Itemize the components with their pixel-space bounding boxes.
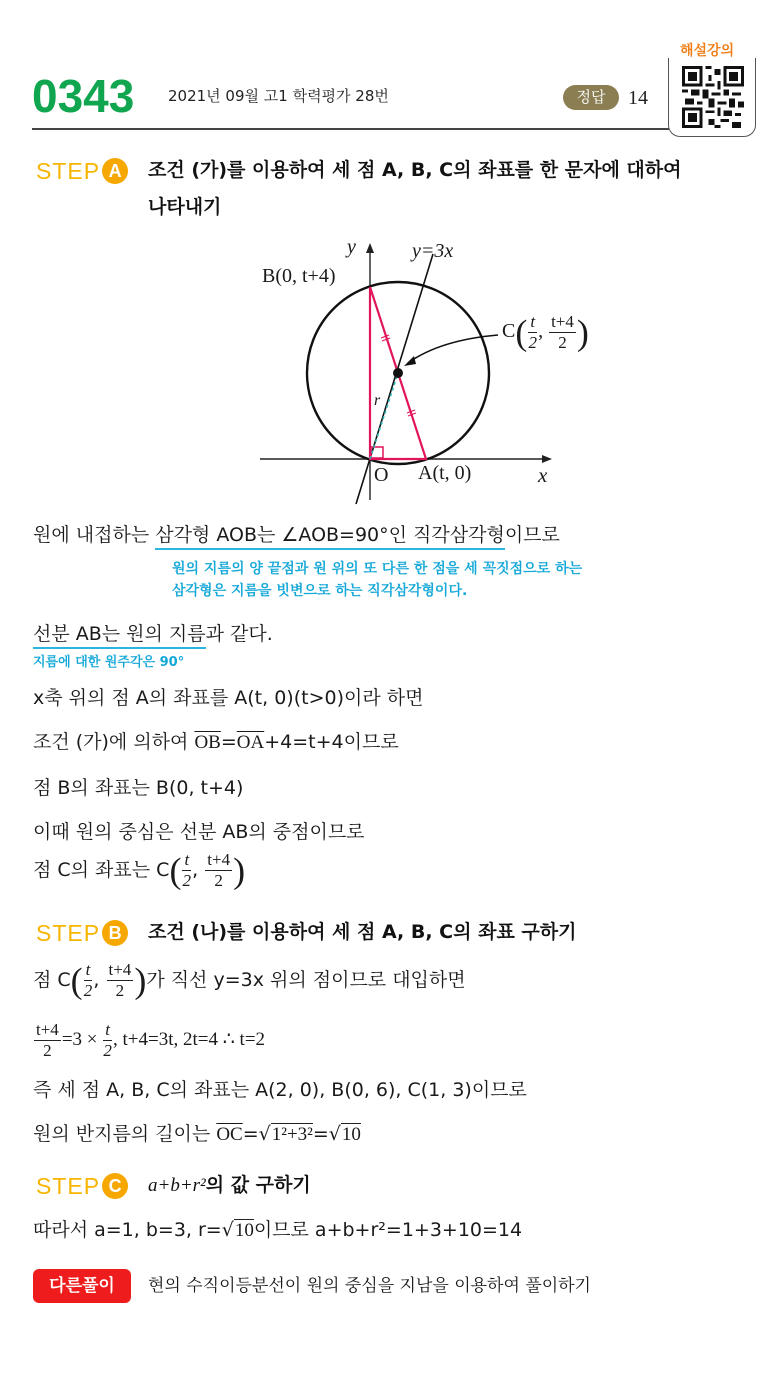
step-b-line-2 <box>33 1020 265 1061</box>
step-b-circle-icon: B <box>102 920 128 946</box>
text: 원의 반지름의 길이는 <box>33 1123 217 1145</box>
note-2: 지름에 대한 원주각은 90° <box>33 655 185 670</box>
c-x-den: 2 <box>528 333 537 352</box>
alternative-solution-button[interactable]: 다른풀이 <box>33 1269 131 1303</box>
text: 점 C의 좌표는 C <box>33 859 170 881</box>
text-line-1 <box>33 521 560 549</box>
frac-den: 2 <box>43 1041 52 1060</box>
underlined-text: 삼각형 AOB는 ∠AOB=90°인 직각삼각형 <box>155 524 505 550</box>
step-a-circle-icon: A <box>102 158 128 184</box>
answer-badge: 정답 <box>563 85 619 110</box>
segment-oa: $\overline{OA}$ <box>236 732 265 753</box>
pointer-arrow <box>408 335 498 363</box>
frac-num: t+4 <box>108 960 132 979</box>
step-c-circle-icon: C <box>102 1173 128 1199</box>
underlined-text: 선분 AB는 원의 지름 <box>33 623 206 649</box>
step-c-label <box>36 1171 128 1201</box>
text-line-2 <box>33 620 273 648</box>
frac-num: t+4 <box>36 1020 59 1039</box>
step-word: STEP <box>36 158 101 184</box>
text-line-6: 이때 원의 중심은 선분 AB의 중점이므로 <box>33 821 365 843</box>
problem-number: 0343 <box>32 70 135 122</box>
y-axis-arrow-icon <box>366 243 374 253</box>
frac-num: t <box>85 960 91 979</box>
text: 이므로 <box>504 524 560 546</box>
text: , t+4=3t, 2t=4 ∴ t=2 <box>112 1028 266 1050</box>
step-b-label <box>36 918 128 948</box>
frac-num: t <box>184 850 190 869</box>
y-axis-label: y <box>347 236 356 258</box>
note-1-line-1: 원의 지름의 양 끝점과 원 위의 또 다른 한 점을 세 꼭짓점으로 하는 <box>172 561 583 577</box>
radicand: 10 <box>234 1220 254 1241</box>
step-c-title <box>148 1170 311 1201</box>
step-b-line-1: 점 C( $\frac{t}{2}$ , $\frac{t+4}{2}$ )가 직선 y=3x 위의 점이므로 대입하면 <box>33 960 466 1001</box>
step-a-title: 조건 (가)를 이용하여 세 점 A, B, C의 좌표를 한 문자에 대하여 <box>148 159 682 181</box>
pointer-arrowhead-icon <box>404 356 416 366</box>
radicand: 10 <box>341 1124 361 1145</box>
step-b-line-3: 즉 세 점 A, B, C의 좌표는 A(2, 0), B(0, 6), C(1, 3)이므로 <box>33 1079 527 1101</box>
step-word: STEP <box>36 1173 101 1199</box>
text: = <box>220 731 237 753</box>
title-math: a+b+r² <box>148 1175 206 1196</box>
sqrt-icon: =√ <box>242 1123 271 1145</box>
segment-oc: $\overline{OC}$ <box>216 1124 243 1145</box>
frac-den: 2 <box>83 981 93 1000</box>
frac-den: 2 <box>115 981 125 1000</box>
step-b-line-4 <box>33 1120 361 1149</box>
text: 이므로 a+b+r²=1+3+10=14 <box>253 1219 523 1241</box>
text-line-3: x축 위의 점 A의 좌표를 A(t, 0)(t>0)이라 하면 <box>33 687 424 709</box>
frac-num: t <box>105 1020 110 1039</box>
text: 조건 (가)에 의하여 <box>33 731 195 753</box>
frac-den: 2 <box>103 1041 112 1060</box>
step-a-title-cont: 나타내기 <box>148 196 222 218</box>
text: +4=t+4이므로 <box>264 731 399 753</box>
text: 따라서 a=1, b=3, r=√ <box>33 1219 234 1241</box>
line-label: y=3x <box>412 240 454 262</box>
text: 원에 내접하는 <box>33 524 156 546</box>
x-axis-label: x <box>538 463 548 487</box>
geometry-diagram <box>0 0 776 520</box>
lecture-label: 해설강의 <box>680 43 735 59</box>
text: =3 × <box>61 1028 98 1050</box>
point-c-label: C( $\frac{t}{2}$ , $\frac{t+4}{2}$ ) <box>502 312 589 353</box>
segment-ob: $\overline{OB}$ <box>194 732 221 753</box>
text-line-5: 점 B의 좌표는 B(0, t+4) <box>33 777 244 799</box>
text: 과 같다. <box>205 623 273 645</box>
title-text: 의 값 구하기 <box>205 1174 311 1196</box>
c-y-den: 2 <box>558 333 567 352</box>
point-c-prefix: C <box>502 320 516 343</box>
c-y-num: t+4 <box>551 312 574 331</box>
point-o-label: O <box>374 464 389 486</box>
point-b-label: B(0, t+4) <box>262 265 336 287</box>
frac-den: 2 <box>182 871 192 890</box>
point-c-dot <box>393 368 403 378</box>
text-line-4 <box>33 728 399 757</box>
text: 점 C <box>33 969 71 991</box>
sqrt-icon: =√ <box>312 1123 341 1145</box>
step-word: STEP <box>36 920 101 946</box>
frac-num: t+4 <box>207 850 231 869</box>
x-axis-arrow-icon <box>542 455 552 463</box>
alternative-solution-text: 현의 수직이등분선이 원의 중심을 지남을 이용하여 풀이하기 <box>148 1276 591 1296</box>
problem-source: 2021년 09월 고1 학력평가 28번 <box>168 87 389 105</box>
point-a-label: A(t, 0) <box>418 462 472 484</box>
c-x-num: t <box>530 312 536 331</box>
radius-label: r <box>374 392 381 409</box>
note-1-line-2: 삼각형은 지름을 빗변으로 하는 직각삼각형이다. <box>172 583 468 599</box>
text: 가 직선 y=3x 위의 점이므로 대입하면 <box>146 969 466 991</box>
radicand: 1²+3² <box>271 1124 313 1145</box>
text-line-7: 점 C의 좌표는 C( $\frac{t}{2}$ , $\frac{t+4}{2}$ ) <box>33 850 246 891</box>
radius-oc <box>370 373 398 459</box>
frac-den: 2 <box>214 871 223 890</box>
answer-value: 14 <box>628 87 648 109</box>
step-c-line-1 <box>33 1216 522 1245</box>
step-b-title: 조건 (나)를 이용하여 세 점 A, B, C의 좌표 구하기 <box>148 921 577 943</box>
